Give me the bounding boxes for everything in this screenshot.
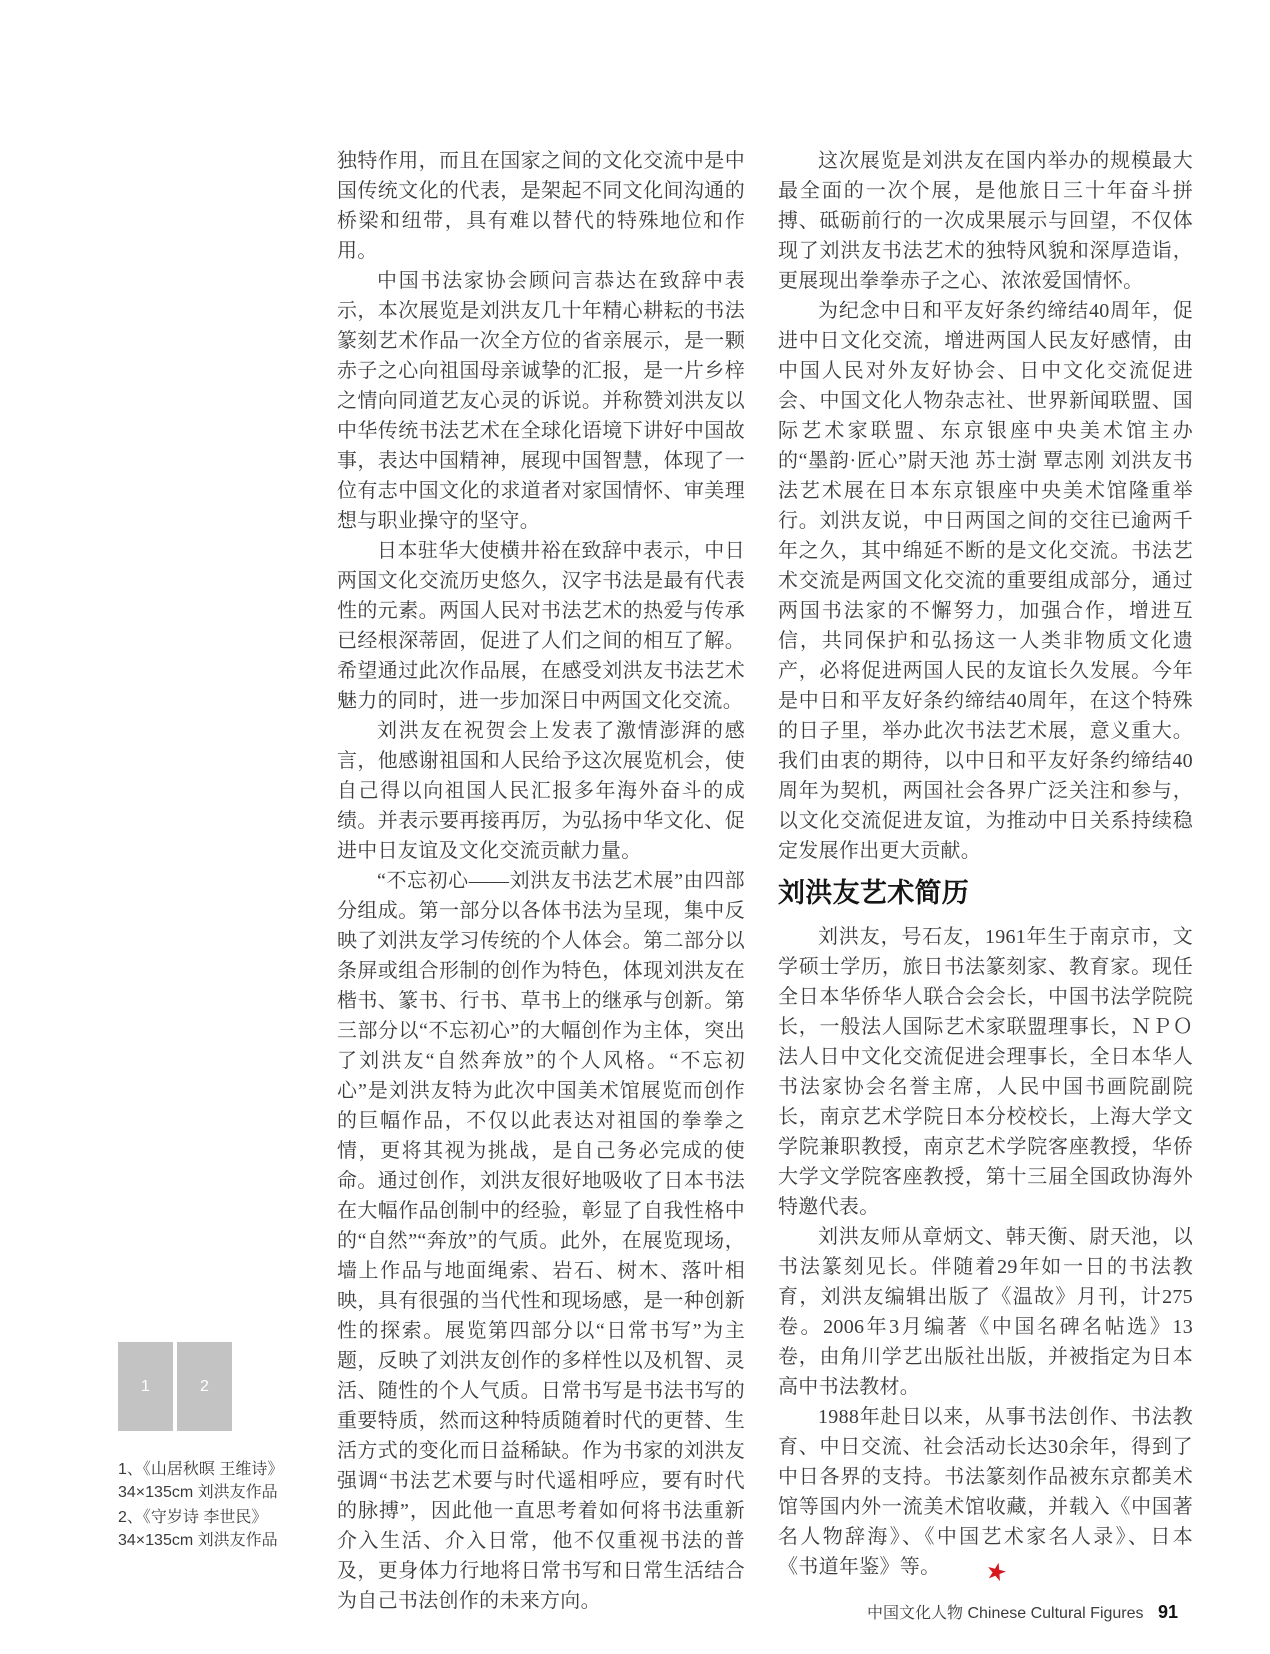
paragraph: 刘洪友师从章炳文、韩天衡、尉天池，以书法篆刻见长。伴随着29年如一日的书法教育，刘洪友编辑出版了《温故》月刊，计275卷。2006年3月编著《中国名碑名帖选》13卷，由角川学艺出版社出版，并被指定为日本高中书法教材。: [778, 1226, 1193, 1398]
page-number: 91: [1157, 1602, 1178, 1622]
paragraph: 刘洪友在祝贺会上发表了激情澎湃的感言，他感谢祖国和人民给予这次展览机会，使自己得以向祖国人民汇报多年海外奋斗的成绩。并表示要再接再厉，为弘扬中华文化、促进中日友谊及文化交流贡献力量。: [337, 720, 745, 862]
section-heading: 刘洪友艺术简历: [778, 878, 970, 908]
journal-name-en: Chinese Cultural Figures: [967, 1605, 1144, 1622]
caption-size: 34×135cm 刘洪友作品: [118, 1532, 278, 1549]
paragraph: 独特作用，而且在国家之间的文化交流中是中国传统文化的代表，是架起不同文化间沟通的桥梁和纽带，具有难以替代的特殊地位和作用。: [337, 150, 745, 262]
artwork-thumbnail-2: [177, 1342, 232, 1431]
paragraph: “不忘初心——刘洪友书法艺术展”由四部分组成。第一部分以各体书法为呈现，集中反映了刘洪友学习传统的个人体会。第二部分以条屏或组合形制的创作为特色，体现刘洪友在楷书、篆书、行书、草书上的继承与创新。第三部分以“不忘初心”的大幅创作为主体，突出了刘洪友“自然奔放”的个人风格。“不忘初心”是刘洪友特为此次中国美术馆展览而创作的巨幅作品，不仅以此表达对祖国的拳拳之情，更将其视为挑战，是自己务必完成的使命。通过创作，刘洪友很好地吸收了日本书法在大幅作品创制中的经验，彰显了自我性格中的“自然”“奔放”的气质。此外，在展览现场，墙上作品与地面绳索、岩石、树木、落叶相映，具有很强的当代性和现场感，是一种创新性的探索。展览第四部分以“日常书写”为主题，反映了刘洪友创作的多样性以及机智、灵活、随性的个人气质。日常书写是书法书写的重要特质，然而这种特质随着时代的更替、生活方式的变化而日益稀缺。作为书家的刘洪友强调“书法艺术要与时代遥相呼应，要有时代的脉搏”，因此他一直思考着如何将书法重新介入生活、介入日常，他不仅重视书法的普及，更身体力行地将日常书写和日常生活结合为自己书法创作的未来方向。: [337, 870, 745, 1612]
paragraph: 1988年赴日以来，从事书法创作、书法教育、中日交流、社会活动长达30余年，得到了中日各界的支持。书法篆刻作品被东京都美术馆等国内外一流美术馆收藏，并载入《中国著名人物辞海》、《中国艺术家名人录》、日本《书道年鉴》等。 ★: [778, 1406, 1193, 1589]
paragraph: 为纪念中日和平友好条约缔结40周年，促进中日文化交流，增进两国人民友好感情，由中国人民对外友好协会、日中文化交流促进会、中国文化人物杂志社、世界新闻联盟、国际艺术家联盟、东京银座中央美术馆主办的“墨韵·匠心”尉天池 苏士澍 覃志刚 刘洪友书法艺术展在日本东京银座中央美术馆隆重举行。刘洪友说，中日两国之间的交往已逾两千年之久，其中绵延不断的是文化交流。书法艺术交流是两国文化交流的重要组成部分，通过两国书法家的不懈努力，加强合作，增进互信，共同保护和弘扬这一人类非物质文化遗产，必将促进两国人民的友谊长久发展。今年是中日和平友好条约缔结40周年，在这个特殊的日子里，举办此次书法艺术展，意义重大。我们由衷的期待，以中日和平友好条约缔结40周年为契机，两国社会各界广泛关注和参与，以文化交流促进友谊，为推动中日关系持续稳定发展作出更大贡献。: [778, 300, 1193, 862]
right-column-upper: [778, 146, 1193, 866]
red-star-icon: ★: [982, 1557, 1011, 1589]
page-footer: [867, 1600, 1178, 1623]
thumbnail-number: 2: [200, 1377, 209, 1395]
paragraph: 日本驻华大使横井裕在致辞中表示，中日两国文化交流历史悠久，汉字书法是最有代表性的元素。两国人民对书法艺术的热爱与传承已经根深蒂固，促进了人们之间的相互了解。希望通过此次作品展，在感受刘洪友书法艺术魅力的同时，进一步加深日中两国文化交流。: [337, 540, 745, 712]
thumbnail-number: 1: [141, 1377, 150, 1395]
paragraph: 中国书法家协会顾问言恭达在致辞中表示，本次展览是刘洪友几十年精心耕耘的书法篆刻艺术作品一次全方位的省亲展示，是一颗赤子之心向祖国母亲诚挚的汇报，是一片乡梓之情向同道艺友心灵的诉说。并称赞刘洪友以中华传统书法艺术在全球化语境下讲好中国故事，表达中国精神，展现中国智慧，体现了一位有志中国文化的求道者对家国情怀、审美理想与职业操守的坚守。: [337, 270, 745, 532]
artwork-caption-2: [118, 1506, 278, 1552]
left-text-column: [337, 146, 745, 1616]
right-column-biography: [778, 922, 1193, 1589]
caption-size: 34×135cm 刘洪友作品: [118, 1484, 278, 1501]
artwork-thumbnail-1: [118, 1342, 173, 1431]
caption-title: 2、《守岁诗 李世民》: [118, 1509, 268, 1526]
journal-name-cn: 中国文化人物: [866, 1605, 963, 1622]
right-text-column: [778, 146, 1193, 1589]
paragraph: 刘洪友，号石友，1961年生于南京市，文学硕士学历，旅日书法篆刻家、教育家。现任全日本华侨华人联合会会长，中国书法学院院长，一般法人国际艺术家联盟理事长，ＮＰＯ法人日中文化交流促进会理事长，全日本华人书法家协会名誉主席，人民中国书画院副院长，南京艺术学院日本分校校长，上海大学文学院兼职教授，南京艺术学院客座教授，华侨大学文学院客座教授，第十三届全国政协海外特邀代表。: [778, 926, 1193, 1218]
paragraph: 这次展览是刘洪友在国内举办的规模最大最全面的一次个展，是他旅日三十年奋斗拼搏、砥砺前行的一次成果展示与回望，不仅体现了刘洪友书法艺术的独特风貌和深厚造诣，更展现出拳拳赤子之心、浓浓爱国情怀。: [778, 150, 1193, 292]
caption-title: 1、《山居秋暝 王维诗》: [118, 1461, 284, 1478]
artwork-caption-1: [118, 1458, 283, 1504]
